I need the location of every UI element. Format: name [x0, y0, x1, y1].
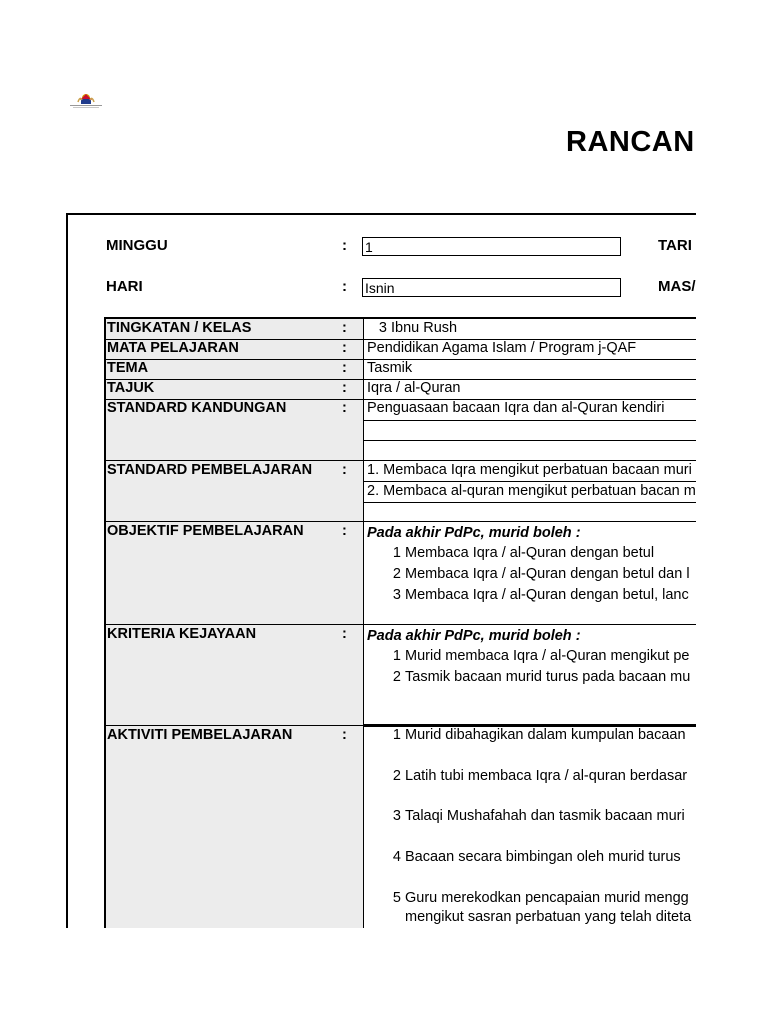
standard-pembelajaran-label: STANDARD PEMBELAJARAN	[107, 462, 313, 478]
objektif-colon: :	[342, 523, 347, 539]
tingkatan-class: Ibnu Rush	[391, 320, 458, 336]
mata-pelajaran-value[interactable]: Pendidikan Agama Islam / Program j-QAF	[367, 340, 637, 356]
aktiviti-item-5-continued[interactable]: mengikut sasran perbatuan yang telah diteta	[405, 909, 692, 925]
objektif-label: OBJEKTIF PEMBELAJARAN	[107, 523, 304, 539]
tajuk-label: TAJUK	[107, 380, 155, 396]
objektif-intro: Pada akhir PdPc, murid boleh :	[367, 525, 581, 541]
objektif-item-3[interactable]: 3 Membaca Iqra / al-Quran dengan betul, lanc	[392, 587, 689, 603]
standard-pembelajaran-item-1[interactable]: 1. Membaca Iqra mengikut perbatuan bacaan muri	[367, 462, 692, 478]
tingkatan-value[interactable]	[365, 319, 457, 338]
tajuk-value[interactable]: Iqra / al-Quran	[367, 380, 461, 396]
standard-pembelajaran-item-2[interactable]: 2. Membaca al-quran mengikut perbatuan bacan m	[367, 483, 696, 499]
objektif-item-1[interactable]: 1 Membaca Iqra / al-Quran dengan betul	[392, 545, 655, 561]
aktiviti-item-1[interactable]: 1 Murid dibahagikan dalam kumpulan bacaan	[392, 727, 686, 743]
aktiviti-label: AKTIVITI PEMBELAJARAN	[107, 727, 293, 743]
minggu-colon: :	[342, 237, 347, 254]
objektif-item-2[interactable]: 2 Membaca Iqra / al-Quran dengan betul dan l	[392, 566, 690, 582]
malaysia-crest-logo	[66, 90, 106, 110]
tarikh-label: TARI	[658, 237, 692, 254]
aktiviti-colon: :	[342, 727, 347, 743]
aktiviti-item-3[interactable]: 3 Talaqi Mushafahah dan tasmik bacaan muri	[392, 808, 685, 824]
kriteria-item-2[interactable]: 2 Tasmik bacaan murid turus pada bacaan mu	[392, 669, 691, 685]
page-title: RANCAN	[566, 126, 695, 158]
hari-label: HARI	[106, 278, 143, 295]
tema-label: TEMA	[107, 360, 149, 376]
kriteria-intro: Pada akhir PdPc, murid boleh :	[367, 628, 581, 644]
standard-pembelajaran-colon: :	[342, 462, 347, 478]
tema-value[interactable]: Tasmik	[367, 360, 413, 376]
hari-colon: :	[342, 278, 347, 295]
masa-label: MAS/	[658, 278, 696, 295]
tajuk-colon: :	[342, 380, 347, 396]
tingkatan-colon: :	[342, 320, 347, 336]
lesson-plan-sheet	[66, 213, 696, 928]
minggu-input[interactable]: 1	[362, 237, 621, 256]
lesson-details-table	[104, 317, 696, 928]
tingkatan-label: TINGKATAN / KELAS	[107, 320, 252, 336]
aktiviti-item-2[interactable]: 2 Latih tubi membaca Iqra / al-quran berdasar	[392, 768, 688, 784]
minggu-label: MINGGU	[106, 237, 168, 254]
kriteria-label: KRITERIA KEJAYAAN	[107, 626, 257, 642]
standard-kandungan-colon: :	[342, 400, 347, 416]
mata-pelajaran-label: MATA PELAJARAN	[107, 340, 239, 356]
hari-input[interactable]: Isnin	[362, 278, 621, 297]
kriteria-colon: :	[342, 626, 347, 642]
tema-colon: :	[342, 360, 347, 376]
tingkatan-number: 3	[378, 320, 387, 336]
kriteria-item-1[interactable]: 1 Murid membaca Iqra / al-Quran mengikut pe	[392, 648, 690, 664]
standard-kandungan-label: STANDARD KANDUNGAN	[107, 400, 287, 416]
standard-kandungan-value[interactable]: Penguasaan bacaan Iqra dan al-Quran kendiri	[367, 400, 665, 416]
aktiviti-item-4[interactable]: 4 Bacaan secara bimbingan oleh murid turus	[392, 849, 681, 865]
aktiviti-item-5[interactable]: 5 Guru merekodkan pencapaian murid mengg	[392, 890, 689, 906]
mata-pelajaran-colon: :	[342, 340, 347, 356]
